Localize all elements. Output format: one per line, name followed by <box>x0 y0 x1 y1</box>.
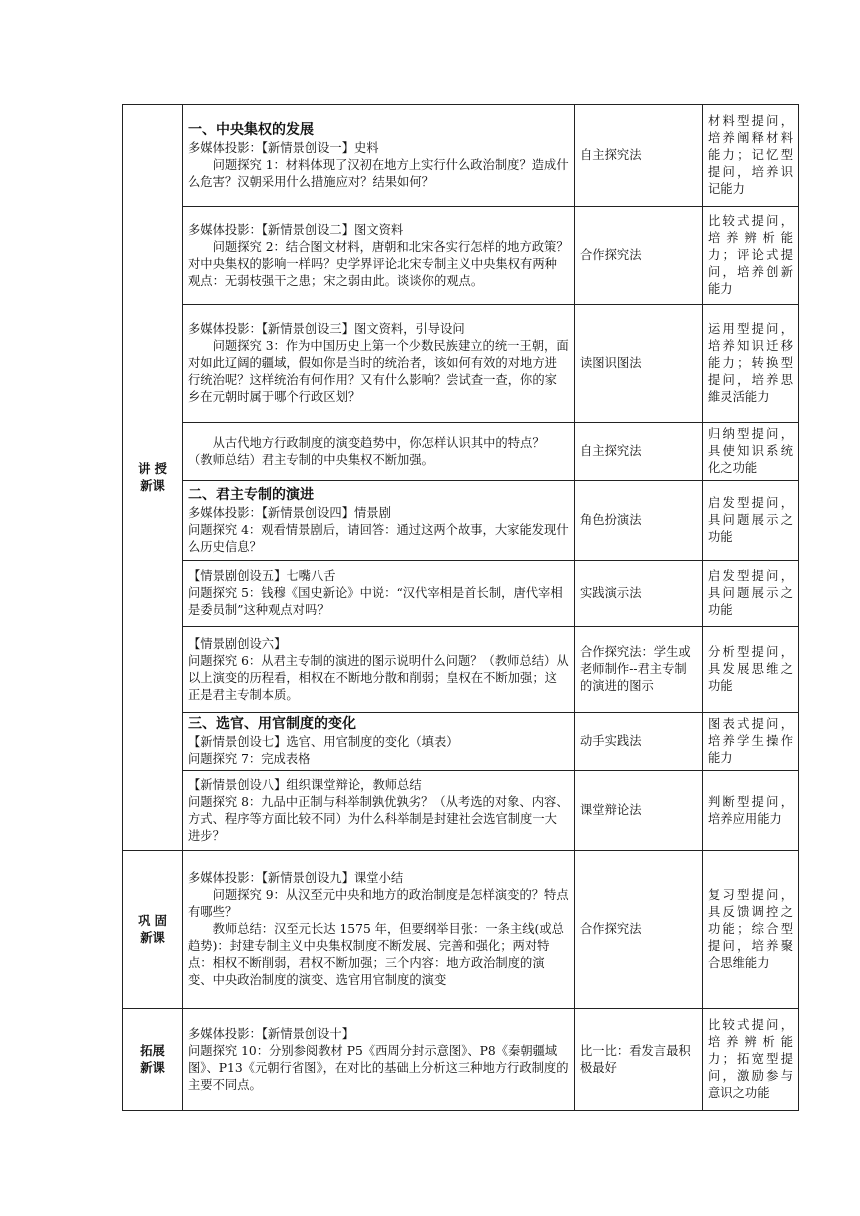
section-heading: 三、选官、用官制度的变化 <box>188 716 356 732</box>
table-row <box>123 1009 799 1111</box>
content-cell <box>183 105 575 207</box>
method-cell: 动手实践法 <box>575 713 703 771</box>
method-cell: 课堂辩论法 <box>575 771 703 851</box>
content-line: 从古代地方行政制度的演变趋势中，你怎样认识其中的特点？（教师总结）君主专制的中央集权不断加强。 <box>188 435 545 467</box>
content-cell <box>183 627 575 713</box>
table-row <box>123 423 799 481</box>
section-label: 新课 <box>140 930 165 945</box>
lesson-plan-table <box>122 104 799 1111</box>
section-label: 新课 <box>140 1060 165 1075</box>
purpose-cell: 复习型提问，具反馈调控之功能；综合型提问，培养聚合思维能力 <box>703 851 799 1009</box>
content-line: 多媒体投影：【新情景创设四】情景剧 <box>188 505 391 520</box>
purpose-cell: 启发型提问，具问题展示之功能 <box>703 481 799 561</box>
content-line: 问题探究 2：结合图文材料，唐朝和北宋各实行怎样的地方政策？对中央集权的影响一样吗？史学界评论北宋专制主义中央集权有两种观点：无弱枝强干之患；宋之弱由此。谈谈你的观点。 <box>188 239 569 288</box>
content-cell <box>183 423 575 481</box>
section-label-cell <box>123 105 183 851</box>
purpose-cell: 材料型提问，培养阐释材料能力；记忆型提问，培养识记能力 <box>703 105 799 207</box>
table-row <box>123 481 799 561</box>
table-row <box>123 105 799 207</box>
table-row <box>123 207 799 305</box>
table-body <box>123 105 799 1111</box>
table-row <box>123 851 799 1009</box>
content-cell <box>183 771 575 851</box>
content-line: 问题探究 5：钱穆《国史新论》中说：“汉代宰相是首长制，唐代宰相是委员制”这种观点对吗？ <box>188 586 563 617</box>
purpose-cell: 归纳型提问，具使知识系统化之功能 <box>703 423 799 481</box>
purpose-cell: 运用型提问，培养知识迁移能力；转换型提问，培养思維灵活能力 <box>703 305 799 423</box>
content-cell <box>183 713 575 771</box>
content-line: 【新情景创设七】选官、用官制度的变化（填表） <box>188 735 459 749</box>
method-cell: 比一比：看发言最积极最好 <box>575 1009 703 1111</box>
section-label: 新课 <box>140 478 165 493</box>
purpose-cell: 图表式提问，培养学生操作能力 <box>703 713 799 771</box>
content-line: 问题探究 8：九品中正制与科举制孰优孰劣？（从考选的对象、内容、方式、程序等方面比较不同）为什么科举制是封建社会选官制度一大进步？ <box>188 794 569 843</box>
content-line: 多媒体投影：【新情景创设九】课堂小结 <box>188 871 404 885</box>
content-line: 多媒体投影：【新情景创设十】 <box>188 1026 355 1041</box>
content-cell <box>183 481 575 561</box>
content-line: 教师总结：汉至元长达 1575 年，但要纲举目张：一条主线(或总趋势)：封建专制主义中央集权制度不断发展、完善和强化；两对特点：相权不断削弱，君权不断加强；三个内容：地方政治制度的演变、中央政治制度的演变、选官用官制度的演变 <box>188 922 564 987</box>
table-row <box>123 561 799 627</box>
section-heading: 二、君主专制的演进 <box>188 486 314 503</box>
purpose-cell: 分析型提问，具发展思维之功能 <box>703 627 799 713</box>
method-cell: 合作探究法 <box>575 851 703 1009</box>
content-cell <box>183 305 575 423</box>
table-row <box>123 305 799 423</box>
purpose-cell: 比较式提问，培养辨析能力；拓宽型提问，激励参与意识之功能 <box>703 1009 799 1111</box>
content-cell <box>183 207 575 305</box>
purpose-cell: 判断型提问，培养应用能力 <box>703 771 799 851</box>
table-row <box>123 713 799 771</box>
purpose-cell: 比较式提问，培养辨析能力；评论式提问，培养创新能力 <box>703 207 799 305</box>
purpose-cell: 启发型提问，具问题展示之功能 <box>703 561 799 627</box>
content-cell <box>183 1009 575 1111</box>
content-line: 【情景剧创设五】七嘴八舌 <box>188 569 336 583</box>
method-cell: 合作探究法：学生或老师制作--君主专制的演进的图示 <box>575 627 703 713</box>
table-row <box>123 627 799 713</box>
table-row <box>123 771 799 851</box>
section-label-cell <box>123 1009 183 1111</box>
content-line: 问题探究 10：分别参阅教材 P5《西周分封示意图》、P8《秦朝疆域图》、P13《元朝行省图》，在对比的基础上分析这三种地方行政制度的主要不同点。 <box>188 1043 569 1092</box>
content-cell <box>183 561 575 627</box>
method-cell: 读图识图法 <box>575 305 703 423</box>
content-line: 多媒体投影：【新情景创设二】图文资料 <box>188 222 404 237</box>
method-cell: 角色扮演法 <box>575 481 703 561</box>
content-line: 【新情景创设八】组织课堂辩论，教师总结 <box>188 777 422 792</box>
section-label-cell <box>123 851 183 1009</box>
method-cell: 实践演示法 <box>575 561 703 627</box>
content-line: 问题探究 1：材料体现了汉初在地方上实行什么政治制度？造成什么危害？汉朝采用什么措施应对？结果如何？ <box>188 157 569 189</box>
section-label: 讲 授 <box>138 461 167 476</box>
content-line: 问题探究 6：从君主专制的演进的图示说明什么问题？（教师总结）从以上演变的历程看，相权在不断地分散和削弱；皇权在不断加强；这正是君主专制本质。 <box>188 653 569 702</box>
method-cell: 合作探究法 <box>575 207 703 305</box>
content-line: 问题探究 9：从汉至元中央和地方的政治制度是怎样演变的？特点有哪些？ <box>188 888 569 919</box>
content-cell <box>183 851 575 1009</box>
content-line: 多媒体投影：【新情景创设三】图文资料，引导设问 <box>188 322 465 336</box>
content-line: 问题探究 3：作为中国历史上第一个少数民族建立的统一王朝，面对如此辽阔的疆域，假如你是当时的统治者，该如何有效的对地方进行统治呢？这样统治有何作用？又有什么影响？尝试查一查，你的家乡在元朝时属于哪个行政区划？ <box>188 339 569 404</box>
method-cell: 自主探究法 <box>575 423 703 481</box>
section-label: 拓展 <box>140 1043 165 1058</box>
content-line: 问题探究 4：观看情景剧后，请回答：通过这两个故事，大家能发现什么历史信息？ <box>188 522 569 554</box>
content-line: 问题探究 7：完成表格 <box>188 752 311 766</box>
content-line: 【情景剧创设六】 <box>188 636 287 651</box>
section-heading: 一、中央集权的发展 <box>188 121 314 138</box>
method-cell: 自主探究法 <box>575 105 703 207</box>
section-label: 巩 固 <box>138 913 167 928</box>
content-line: 多媒体投影：【新情景创设一】史料 <box>188 140 379 155</box>
